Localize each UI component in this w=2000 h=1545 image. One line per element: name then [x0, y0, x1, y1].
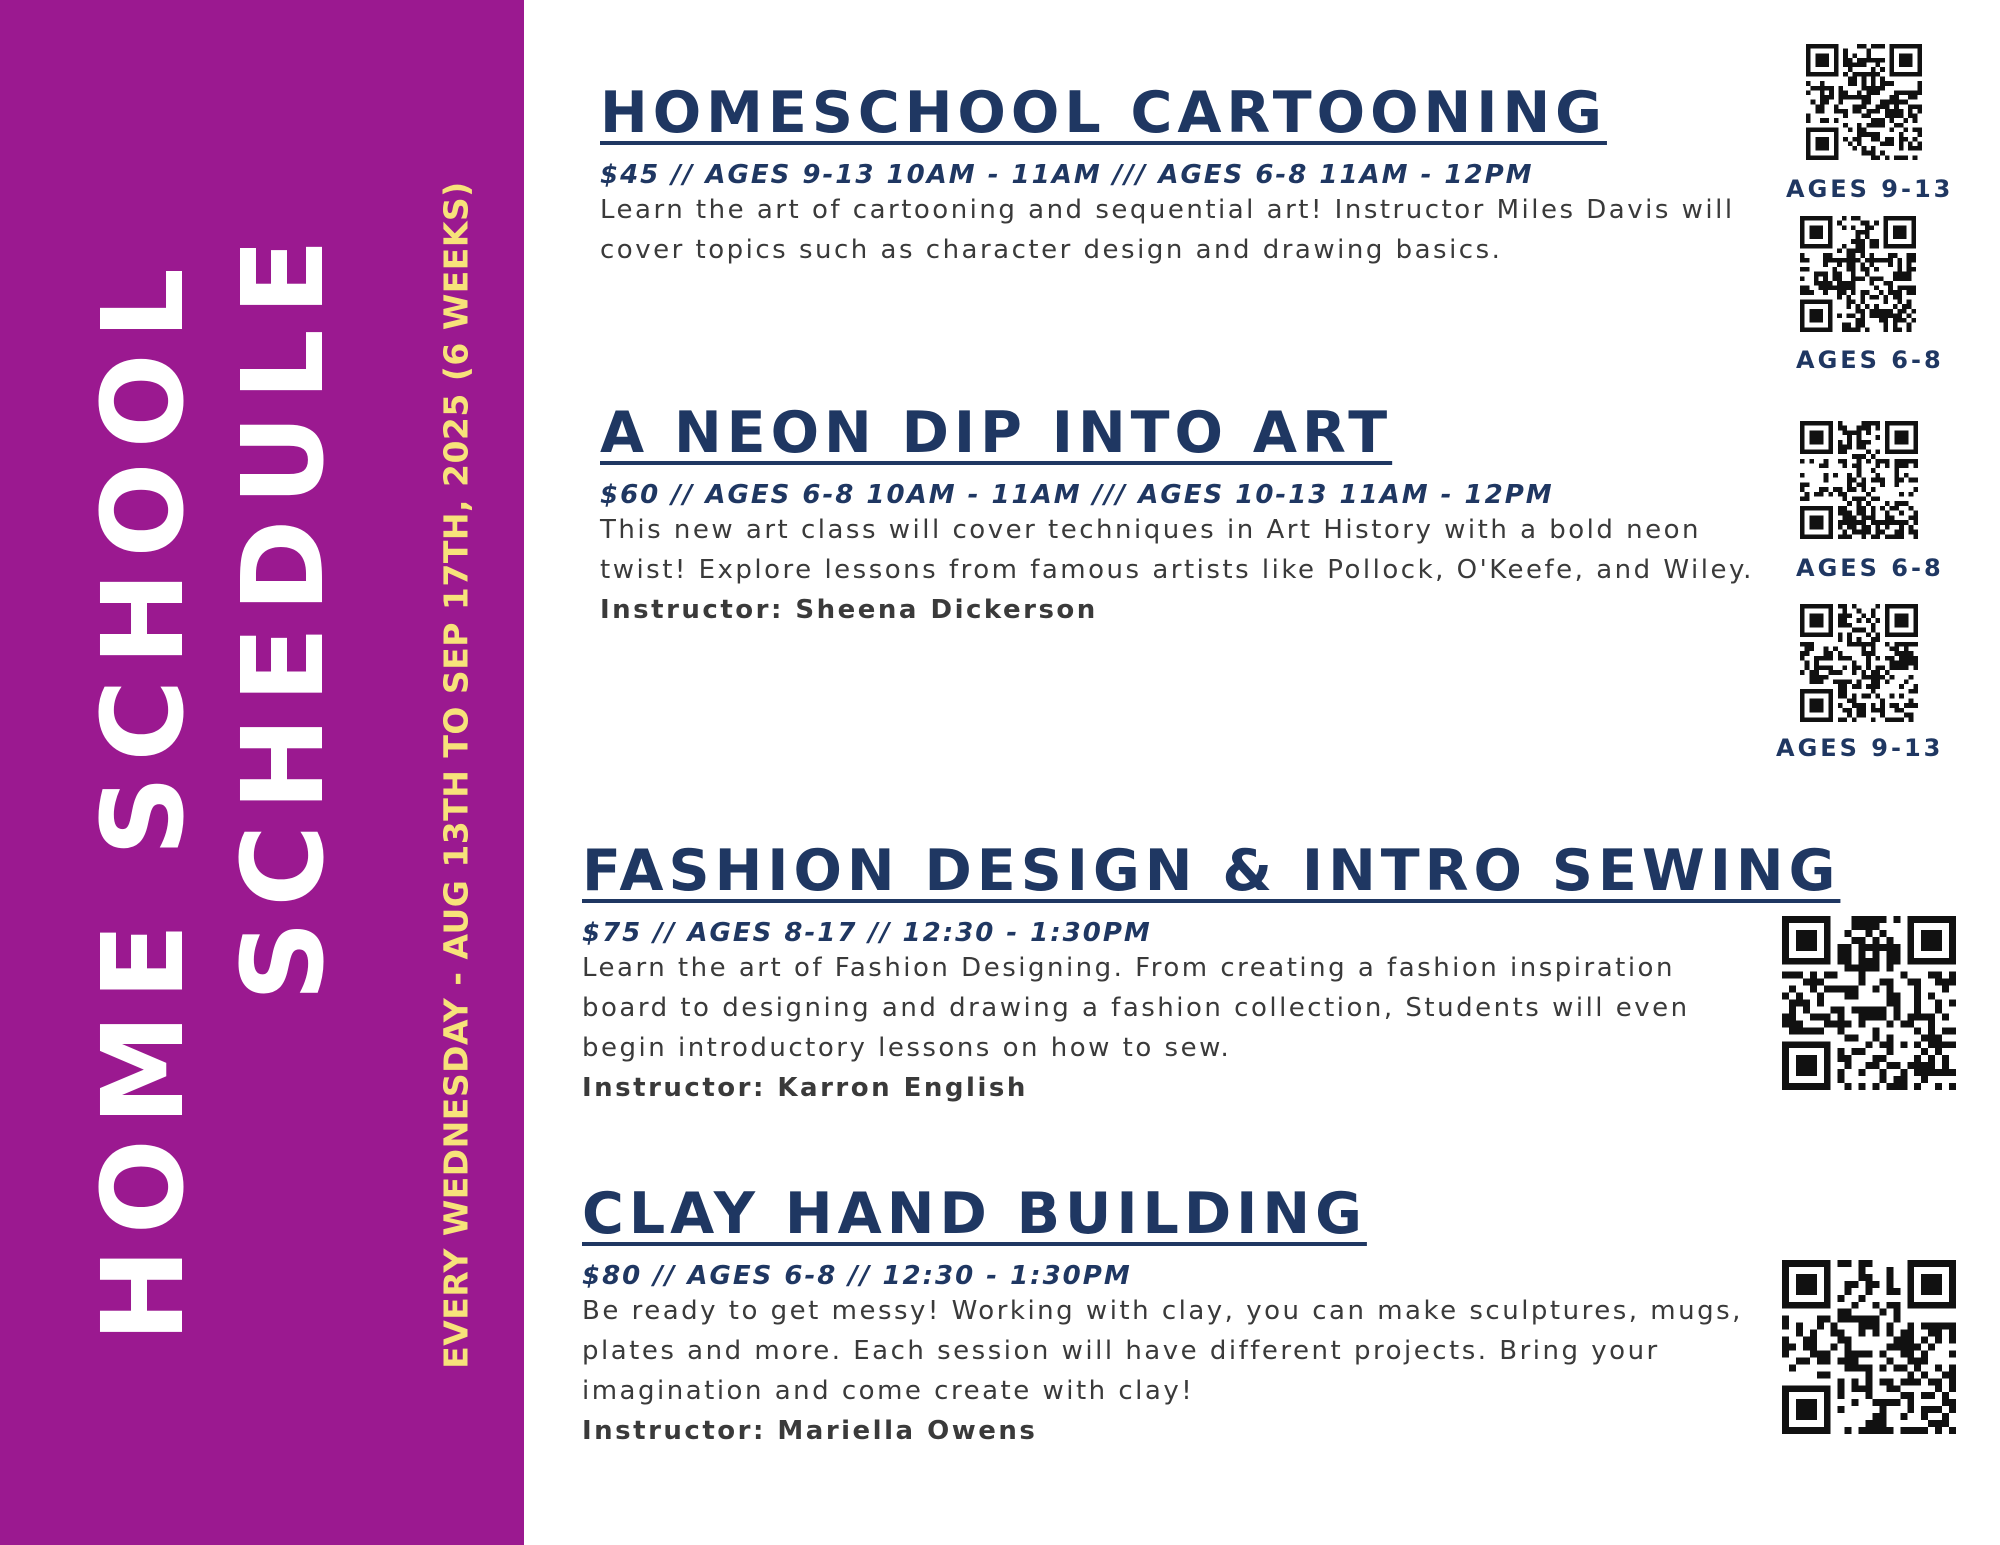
- qr-label: AGES 6-8: [1796, 554, 1944, 582]
- qr-code-icon[interactable]: [1800, 421, 1918, 539]
- qr-code-icon[interactable]: [1782, 916, 1956, 1090]
- qr-label: AGES 9-13: [1786, 175, 1954, 203]
- course-instructor: Instructor: Mariella Owens: [582, 1416, 1038, 1446]
- course-title: HOMESCHOOL CARTOONING: [600, 80, 1607, 146]
- course-title: CLAY HAND BUILDING: [582, 1181, 1367, 1247]
- course-meta: $45 // AGES 9-13 10AM - 11AM /// AGES 6-8 11AM - 12PM: [600, 160, 1534, 190]
- qr-label: AGES 6-8: [1796, 346, 1944, 374]
- schedule-subtitle: EVERY WEDNESDAY - AUG 13TH TO SEP 17TH, 2025 (6 WEEKS): [436, 180, 476, 1369]
- course-neon-dip: [600, 400, 1760, 630]
- course-meta: $80 // AGES 6-8 // 12:30 - 1:30PM: [582, 1261, 1132, 1291]
- qr-code-icon[interactable]: [1806, 44, 1922, 160]
- course-title: FASHION DESIGN & INTRO SEWING: [582, 838, 1841, 904]
- title-home-school: HOME SCHOOL: [79, 253, 209, 1342]
- course-clay-hand-building: [582, 1181, 1762, 1451]
- title-schedule: SCHEDULE: [219, 224, 349, 1001]
- course-instructor: Instructor: Sheena Dickerson: [600, 595, 1098, 625]
- course-fashion-design: [582, 838, 1841, 1108]
- course-description: Learn the art of Fashion Designing. From creating a fashion inspiration board to designing and drawing a fashion collection, Students will even begin introductory lessons on how to sew.: [582, 953, 1690, 1063]
- qr-code-icon[interactable]: [1800, 216, 1916, 332]
- course-title: A NEON DIP INTO ART: [600, 400, 1393, 466]
- qr-label: AGES 9-13: [1776, 734, 1944, 762]
- qr-code-icon[interactable]: [1782, 1260, 1956, 1434]
- course-meta: $75 // AGES 8-17 // 12:30 - 1:30PM: [582, 918, 1152, 948]
- course-description: Learn the art of cartooning and sequential art! Instructor Miles Davis will cover topics such as character design and drawing basics.: [600, 195, 1735, 265]
- course-cartooning: [600, 80, 1760, 270]
- qr-code-icon[interactable]: [1800, 604, 1918, 722]
- course-description: This new art class will cover techniques in Art History with a bold neon twist! Explore lessons from famous artists like Pollock, O'Keefe, and Wiley.: [600, 515, 1754, 585]
- course-description: Be ready to get messy! Working with clay, you can make sculptures, mugs, plates and more. Each session will have different projects. Bring your imagination and come create with clay!: [582, 1296, 1743, 1406]
- sidebar-banner: [0, 0, 524, 1545]
- course-meta: $60 // AGES 6-8 10AM - 11AM /// AGES 10-13 11AM - 12PM: [600, 480, 1554, 510]
- course-instructor: Instructor: Karron English: [582, 1073, 1028, 1103]
